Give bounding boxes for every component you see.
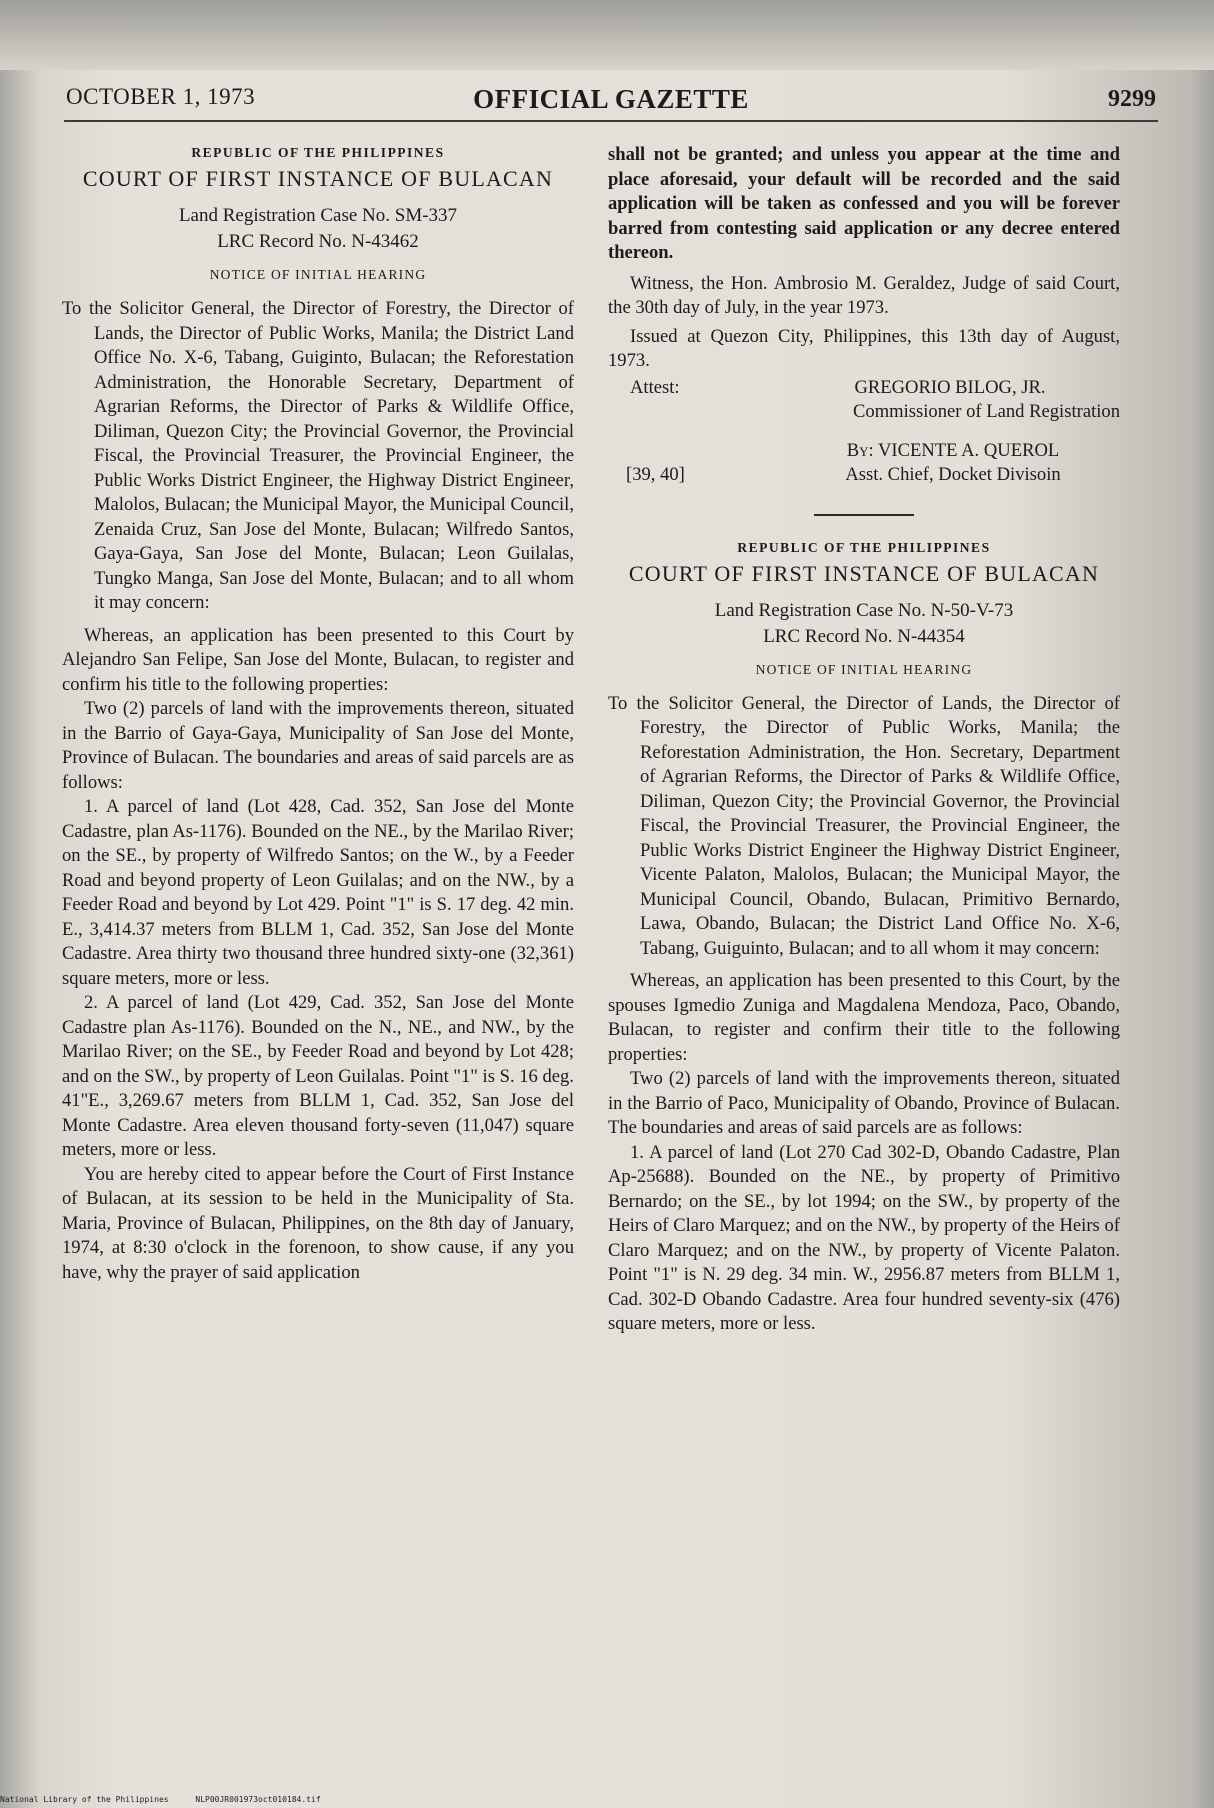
paragraph-parcels: Two (2) parcels of land with the improvements thereon, situated in the Barrio of Gaya-Gaya, Municipality of San Jose del Monte, Province of Bulacan. The boundaries and areas of said parcels are as follows:: [62, 698, 574, 793]
attest-label: Attest:: [630, 376, 680, 398]
republic-caption: REPUBLIC OF THE PHILIPPINES: [191, 145, 445, 160]
issue-reference: [39, 40]: [626, 463, 685, 485]
notice-title-2: NOTICE OF INITIAL HEARING: [755, 661, 973, 677]
court-title: COURT OF FIRST INSTANCE OF BULACAN: [82, 166, 554, 191]
right-column: [608, 143, 1120, 1337]
signer-commissioner: GREGORIO BILOG, JR.: [854, 376, 1046, 398]
header-page-number: 9299: [1108, 86, 1156, 112]
paragraph-issued: Issued at Quezon City, Philippines, this 13th day of August, 1973.: [608, 325, 1120, 371]
left-column: [62, 143, 574, 1285]
signer-block: [776, 439, 1120, 488]
footer-library: National Library of the Philippines: [0, 1795, 169, 1804]
header-title: OFFICIAL GAZETTE: [473, 84, 749, 114]
lrc-record: LRC Record No. N-43462: [217, 231, 419, 252]
paragraph-lot-429: 2. A parcel of land (Lot 429, Cad. 352, San Jose del Monte Cadastre plan As-1176). Bounded on the N., NE., and NW., by the Marilao River; on the SE., by Feeder Road and beyond by Lot 428; and on the SW., by property of Leon Guilalas. Point "1" is S. 16 deg. 41"E., 3,269.67 meters from BLLM 1, Cad. 352, San Jose del Monte Cadastre. Area eleven thousand forty-seven (11,047) square meters, more or less.: [62, 992, 574, 1160]
paragraph-whereas-2: Whereas, an application has been presented to this Court, by the spouses Igmedio Zuniga and Magdalena Mendoza, Paco, Obando, Bulacan, to register and confirm their title to the following properties:: [608, 970, 1120, 1065]
signer-by-line: By: VICENTE A. QUEROL: [846, 439, 1060, 461]
paragraph-lot-270: 1. A parcel of land (Lot 270 Cad 302-D, Obando Cadastre, Plan Ap-25688). Bounded on the NE., by property of Primitivo Bernardo; on the SE., by lot 1994; on the SW., by property of the Heirs of Claro Marquez; and on the NW., by property of the Heirs of Claro Marquez; and on the NW., by property of Vicente Palaton. Point "1" is N. 29 deg. 34 min. W., 2956.87 meters from BLLM 1, Cad. 302-D Obando Cadastre. Area four hundred seventy-six (476) square meters, more or less.: [608, 1141, 1120, 1334]
case-number-2: Land Registration Case No. N-50-V-73: [714, 599, 1014, 621]
footer-filename: NLP00JR001973oct010184.tif: [195, 1795, 321, 1804]
signer-commissioner-title: Commissioner of Land Registration: [853, 401, 1120, 422]
court-title-2: COURT OF FIRST INSTANCE OF BULACAN: [628, 560, 1100, 586]
paragraph-witness: Witness, the Hon. Ambrosio M. Geraldez, Judge of said Court, the 30th day of July, in the year 1973.: [608, 272, 1120, 318]
scan-footer: [0, 1795, 343, 1804]
notice-title: NOTICE OF INITIAL HEARING: [209, 267, 427, 282]
paragraph-whereas: Whereas, an application has been presented to this Court by Alejandro San Felipe, San Jose del Monte, Bulacan, to register and confirm his title to the following properties:: [62, 624, 574, 695]
header-date: OCTOBER 1, 1973: [66, 84, 256, 109]
paragraph-lot-428: 1. A parcel of land (Lot 428, Cad. 352, San Jose del Monte Cadastre, plan As-1176). Bounded on the NE., by the Marilao River; on the SE., by property of Wilfredo Santos; on the W., by a Feeder Road and beyond property of Leon Guilalas; and on the NW., by a Feeder Road and beyond by Lot 429. Point "1" is S. 17 deg. 42 min. E., 3,414.37 meters from BLLM 1, Cad. 352, San Jose del Monte Cadastre. Area thirty two thousand three hundred sixty-one (32,361) square meters, more or less.: [62, 796, 574, 989]
paragraph-parcels-2: Two (2) parcels of land with the improvements thereon, situated in the Barrio of Paco, Municipality of Obando, Province of Bulacan. The boundaries and areas of said parcels are as follows:: [608, 1068, 1120, 1138]
republic-caption-2: REPUBLIC OF THE PHILIPPINES: [737, 539, 991, 555]
lrc-record-2: LRC Record No. N-44354: [763, 625, 965, 647]
signature-block: [608, 439, 1120, 488]
header-rule: [64, 120, 1158, 122]
page-header: [66, 78, 1156, 118]
notice-address-2: To the Solicitor General, the Director of Lands, the Director of Forestry, the Director of Public Works, Manila; the Reforestation Administration, the Hon. Secretary, Department of Agrarian Reforms, the Director of Parks & Wildlife Office, Diliman, Quezon City; the Provincial Governor, the Provincial Fiscal, the Provincial Treasurer, the Provincial Engineer, the Public Works District Engineer the Highway District Engineer, Vicente Palaton, Malolos, Bulacan; the Municipal Mayor, the Municipal Council, Obando, Bulacan, Primitivo Bernardo, Lawa, Obando, Bulacan; the District Land Office No. X-6, Tabang, Guiguinto, Bulacan; and to all whom it may concern:: [608, 692, 1120, 959]
notice-separator: [814, 514, 914, 516]
paragraph-continuation: shall not be granted; and unless you appear at the time and place aforesaid, your default will be recorded and the said application will be taken as confessed and you will be forever barred from contesting said application or any decree entered thereon.: [608, 144, 1120, 263]
signer-asst-title: Asst. Chief, Docket Divisoin: [845, 464, 1061, 485]
paragraph-citation: You are hereby cited to appear before the Court of First Instance of Bulacan, at its session to be held in the Municipality of Sta. Maria, Province of Bulacan, Philippines, on the 8th day of January, 1974, at 8:30 o'clock in the forenoon, to show cause, if any you have, why the prayer of said application: [62, 1163, 574, 1283]
attest-row: [608, 376, 1120, 401]
scan-top-shadow: [0, 0, 1214, 70]
case-number: Land Registration Case No. SM-337: [178, 205, 458, 226]
notice-address: To the Solicitor General, the Director of Forestry, the Director of Lands, the Director of Public Works, Manila; the District Land Office No. X-6, Tabang, Guiginto, Bulacan; the Reforestation Administration, the Honorable Secretary, Department of Agrarian Reforms, the Director of Parks & Wildlife Office, Diliman, Quezon City; the Provincial Governor, the Provincial Fiscal, the Provincial Treasurer, the Provincial Engineer, the Public Works District Engineer, the Highway District Engineer, Malolos, Bulacan; the Municipal Mayor, the Municipal Council, Zenaida Cruz, San Jose del Monte, Bulacan; Wilfredo Santos, Gaya-Gaya, San Jose del Monte, Bulacan; Leon Guilalas, Tungko Manga, San Jose del Monte, Bulacan; and to all whom it may concern:: [62, 298, 574, 613]
